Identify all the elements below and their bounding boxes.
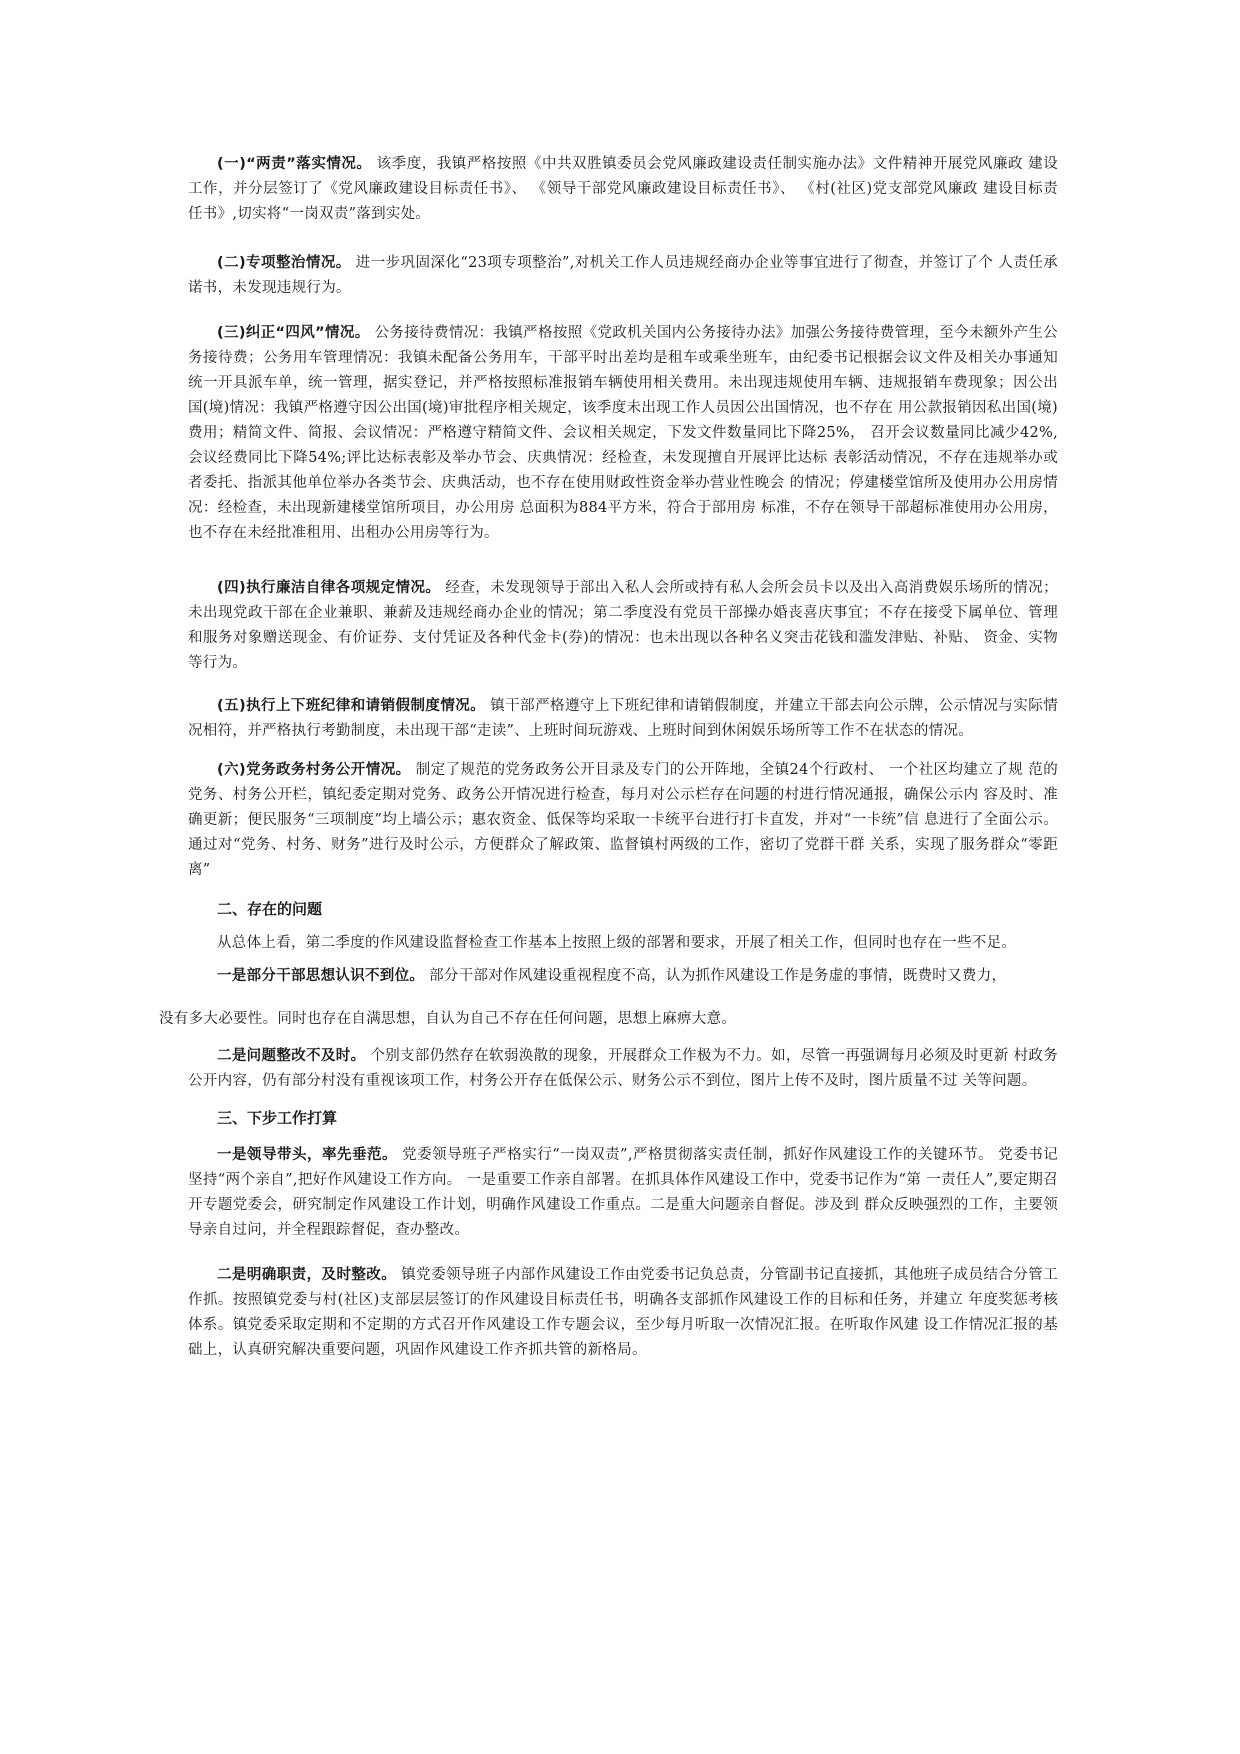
section-6 <box>188 758 1058 883</box>
problem-2 <box>188 1044 1058 1094</box>
section-3-lead: (三)纠正“四风”情况。 <box>217 325 370 341</box>
section-3-body: 公务接待费情况：我镇严格按照《党政机关国内公务接待办法》加强公务接待费管理，至今未额外产生公务接待费；公务用车管理情况：我镇未配备公务用车，干部平时出差均是租车或乘坐班车，由纪委书记根据会议文件及相关办事通知统一开具派车单，统一管理，据实登记，并严格按照标准报销车辆使用相关费用。未出现违规使用车辆、违规报销车费现象；因公出国(境)情况：我镇严格遵守因公出国(境)审批程序相关规定，该季度未出现工作人员因公出国情况，也不存在 用公款报销因私出国(境)费用；精简文件、简报、会议情况：严格遵守精简文件、会议相关规定，下发文件数量同比下降25%， 召开会议数量同比减少42%,会议经费同比下降54%;评比达标表彰及举办节会、庆典情况：经检查，未发现擅自开展评比达标 表彰活动情况，不存在违规举办或者委托、指派其他单位举办各类节会、庆典活动，也不存在使用财政性资金举办营业性晚会 的情况；停建楼堂馆所及使用办公用房情况：经检查，未出现新建楼堂馆所项目，办公用房 总面积为884平方米，符合于部用房 标准，不存在领导干部超标准使用办公用房，也不存在未经批准租用、出租办公用房等行为。 <box>188 325 1058 541</box>
problem-1-body: 部分干部对作风建设重视程度不高，认为抓作风建设工作是务虚的事情，既费时又费力， <box>424 968 1007 984</box>
problems-intro: 从总体上看，第二季度的作风建设监督检查工作基本上按照上级的部署和要求，开展了相关工作，但同时也存在一些不足。 <box>217 935 1017 951</box>
plan-2-body: 镇党委领导班子内部作风建设工作由党委书记负总责，分管副书记直接抓，其他班子成员结合分管工作抓。按照镇党委与村(社区)支部层层签订的作风建设目标责任书，明确各支部抓作风建设工作的目标和任务，并建立 年度奖惩考核体系。镇党委采取定期和不定期的方式召开作风建设工作专题会议，至少每月听取一次情况汇报。在听取作风建 设工作情况汇报的基础上，认真研究解决重要问题，巩固作风建设工作齐抓共管的新格局。 <box>188 1267 1058 1358</box>
plan-2-lead: 二是明确职责，及时整改。 <box>217 1267 397 1283</box>
section-2-body: 进一步巩固深化“23项专项整治”,对机关工作人员违规经商办企业等事宜进行了彻查，并签订了个 人责任承诺书，未发现违规行为。 <box>188 255 1058 296</box>
document-page <box>159 152 1059 1363</box>
section-2-lead: (二)专项整治情况。 <box>217 255 351 271</box>
section-2 <box>188 251 1058 301</box>
heading-next-steps: 三、下步工作打算 <box>217 1109 338 1127</box>
section-5-lead: (五)执行上下班纪律和请销假制度情况。 <box>217 698 486 714</box>
section-1-lead: (一)“两责”落实情况。 <box>217 156 372 172</box>
section-3 <box>188 321 1058 546</box>
plan-1-lead: 一是领导带头，率先垂范。 <box>217 1147 398 1163</box>
section-4-lead: (四)执行廉洁自律各项规定情况。 <box>217 580 441 596</box>
plan-2 <box>188 1263 1058 1363</box>
section-4 <box>188 576 1058 676</box>
plan-1 <box>188 1143 1058 1243</box>
section-5 <box>188 694 1058 744</box>
section-4-body: 经查，未发现领导于部出入私人会所或持有私人会所会员卡以及出入高消费娱乐场所的情况；未出现党政干部在企业兼职、兼薪及违规经商办企业的情况；第二季度没有党员干部操办婚丧喜庆事宜；不存在接受下属单位、管理和服务对象赠送现金、有价证券、支付凭证及各种代金卡(券)的情况：也未出现以各种名义突击花钱和滥发津贴、补贴、 资金、实物等行为。 <box>188 580 1058 671</box>
problem-2-body: 个别支部仍然存在软弱涣散的现象，开展群众工作极为不力。如，尽管一再强调每月必须及时更新 村政务公开内容，仍有部分村没有重视该项工作，村务公开存在低保公示、财务公示不到位，图片上传不及时，图片质量不过 关等问题。 <box>188 1048 1058 1089</box>
section-1 <box>188 152 1058 227</box>
problem-1-lead: 一是部分干部思想认识不到位。 <box>217 968 425 984</box>
section-1-body: 该季度，我镇严格按照《中共双胜镇委员会党风廉政建设责任制实施办法》文件精神开展党风廉政 建设工作，并分层签订了《党风廉政建设目标责任书》、 《领导干部党风廉政建设目标责任书》、 《村(社区)党支部党风廉政 建设目标责任书》,切实将“一岗双责”落到实处。 <box>188 156 1058 222</box>
section-6-body: 制定了规范的党务政务公开目录及专门的公开阵地，全镇24个行政村、 一个社区均建立了规 范的党务、村务公开栏，镇纪委定期对党务、政务公开情况进行检查，每月对公示栏存在问题的村进行情况通报，确保公示内 容及时、准确更新；便民服务“三项制度”均上墙公示；惠农资金、低保等均采取一卡统平台进行打卡直发，并对“一卡统”信 息进行了全面公示。通过对“党务、村务、财务”进行及时公示，方便群众了解政策、监督镇村两级的工作，密切了党群干群 关系，实现了服务群众“零距离” <box>188 762 1059 878</box>
plan-1-body: 党委领导班子严格实行“一岗双责”,严格贯彻落实责任制，抓好作风建设工作的关键环节。 党委书记坚持“两个亲自”,把好作风建设工作方向。 一是重要工作亲自部署。在抓具体作风建设工作中，党委书记作为“第 一责任人”,要定期召开专题党委会，研究制定作风建设工作计划，明确作风建设工作重点。二是重大问题亲自督促。涉及到 群众反映强烈的工作，主要领导亲自过问，并全程跟踪督促，查办整改。 <box>188 1147 1059 1238</box>
problem-1-continuation: 没有多大必要性。同时也存在自满思想，自认为自己不存在任何问题，思想上麻痹大意。 <box>159 1011 737 1027</box>
heading-problems: 二、存在的问题 <box>217 900 323 918</box>
section-6-lead: (六)党务政务村务公开情况。 <box>217 762 411 778</box>
problem-2-lead: 二是问题整改不及时。 <box>217 1048 366 1064</box>
problem-1 <box>188 964 1058 989</box>
section-5-body: 镇干部严格遵守上下班纪律和请销假制度，并建立干部去向公示牌，公示情况与实际情况相符，并严格执行考勤制度，未出现干部“走读”、上班时间玩游戏、上班时间到休闲娱乐场所等工作不在状态的情况。 <box>188 698 1058 739</box>
